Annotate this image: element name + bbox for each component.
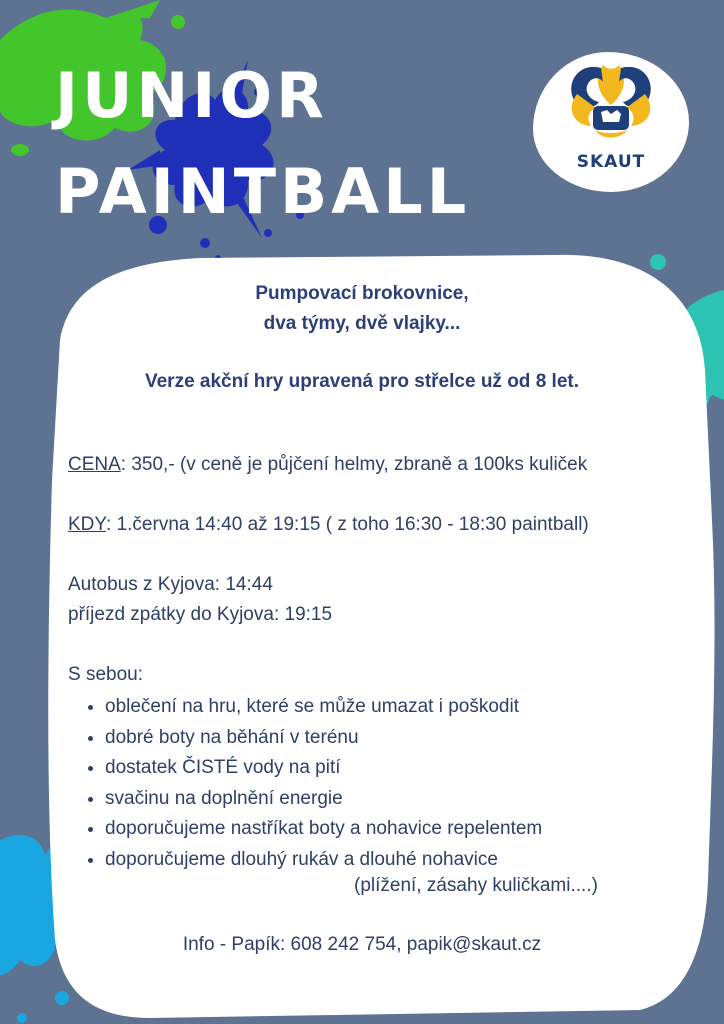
when-row: [68, 514, 589, 536]
when-value: : 1.června 14:40 až 19:15 ( z toho 16:30 - 18:30 paintball): [106, 514, 589, 535]
fleur-de-lis-icon: [533, 52, 689, 152]
logo-text: SKAUT: [576, 152, 646, 172]
packing-list: [82, 692, 542, 875]
list-item: • oblečení na hru, které se může umazat i poškodit: [105, 692, 542, 723]
packing-note: (plížení, zásahy kuličkami....): [354, 875, 598, 896]
list-item: • dobré boty na běhání v terénu: [105, 723, 542, 754]
bus-departure: Autobus z Kyjova: 14:44: [68, 574, 273, 595]
title-line-2: PAINTBALL: [55, 155, 471, 228]
list-item: • svačinu na doplnění energie: [105, 784, 542, 815]
price-value: : 350,- (v ceně je půjčení helmy, zbraně a 100ks kuliček: [120, 454, 588, 475]
when-label: KDY: [68, 514, 107, 535]
list-item: • doporučujeme dlouhý rukáv a dlouhé nohavice: [105, 845, 542, 876]
list-item: • dostatek ČISTÉ vody na pití: [105, 753, 542, 784]
title-line-1: JUNIOR: [55, 59, 328, 132]
tagline: Verze akční hry upravená pro střelce už od 8 let.: [144, 371, 579, 392]
price-row: [68, 454, 587, 476]
packing-heading: S sebou:: [68, 664, 143, 685]
list-item: • doporučujeme nastříkat boty a nohavice repelentem: [105, 814, 542, 845]
bus-arrival: příjezd zpátky do Kyjova: 19:15: [68, 604, 333, 625]
intro-line-2: dva týmy, dvě vlajky...: [263, 313, 461, 334]
contact-info: Info - Papík: 608 242 754, papik@skaut.cz: [182, 934, 542, 955]
skaut-logo: [533, 52, 689, 192]
price-label: CENA: [68, 454, 121, 475]
event-title: [55, 48, 470, 240]
intro-line-1: Pumpovací brokovnice,: [255, 283, 469, 304]
